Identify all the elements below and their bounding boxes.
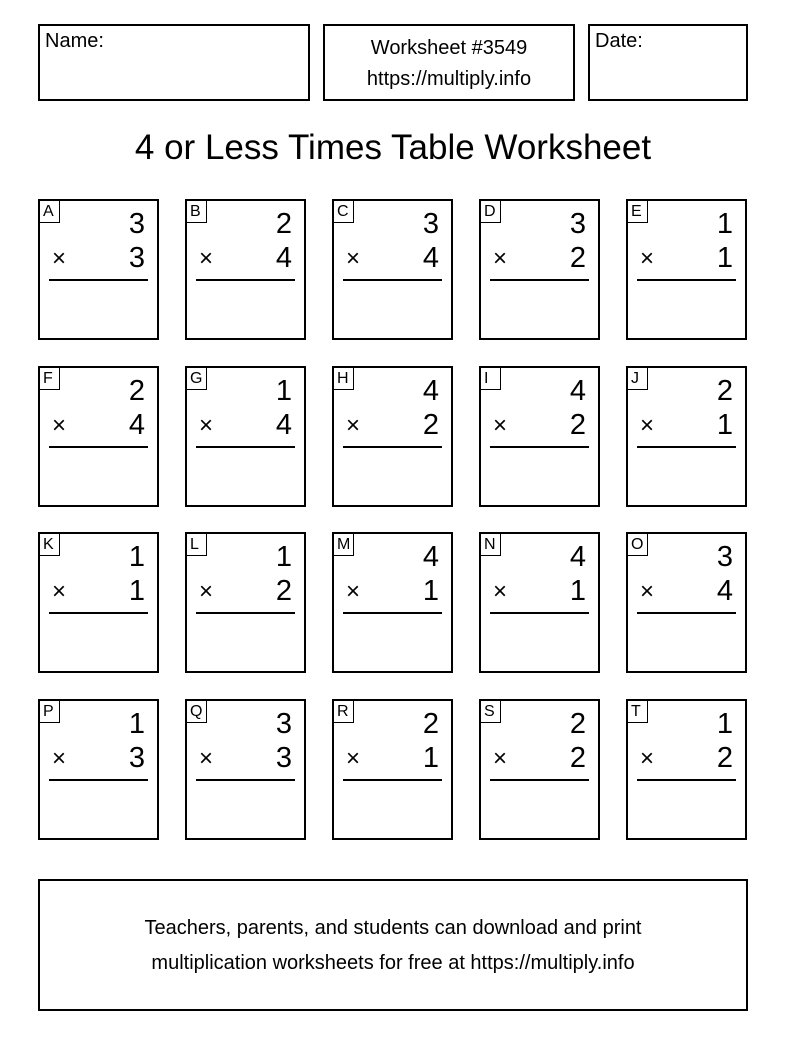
problem-letter: N [481,534,501,556]
multiplier: 4 [128,409,145,441]
problem-letter: D [481,201,501,223]
problem-letter: C [334,201,354,223]
problem-letter: I [481,368,501,390]
worksheet-info-box [323,24,575,101]
multiplier: 2 [569,242,586,274]
problem-card[interactable] [479,199,600,340]
problem-card[interactable] [479,532,600,673]
answer-line [490,279,589,281]
multiplier: 4 [422,242,439,274]
problem-card[interactable] [626,199,747,340]
times-sign: × [640,745,655,772]
multiplicand: 3 [275,708,292,740]
answer-line [490,612,589,614]
multiplicand: 2 [275,208,292,240]
multiplier: 4 [275,242,292,274]
problem-letter: T [628,701,648,723]
answer-line [637,612,736,614]
times-sign: × [199,245,214,272]
problem-letter: M [334,534,354,556]
multiplicand: 3 [569,208,586,240]
problem-letter: E [628,201,648,223]
multiplicand: 2 [716,375,733,407]
multiplicand: 1 [275,541,292,573]
times-sign: × [346,412,361,439]
problem-card[interactable] [332,532,453,673]
problem-letter: H [334,368,354,390]
footer-line-2: multiplication worksheets for free at https://multiply.info [151,952,635,974]
multiplier: 1 [716,409,733,441]
multiplicand: 4 [422,541,439,573]
multiplicand: 1 [128,708,145,740]
times-sign: × [52,412,67,439]
problem-letter: L [187,534,207,556]
multiplier: 2 [569,409,586,441]
answer-line [49,779,148,781]
multiplier: 2 [716,742,733,774]
answer-line [49,279,148,281]
times-sign: × [199,578,214,605]
times-sign: × [52,578,67,605]
multiplier: 4 [716,575,733,607]
date-label: Date: [595,30,643,52]
problem-letter: J [628,368,648,390]
multiplier: 2 [422,409,439,441]
times-sign: × [493,245,508,272]
times-sign: × [199,745,214,772]
problem-card[interactable] [38,199,159,340]
multiplicand: 2 [422,708,439,740]
multiplier: 2 [569,742,586,774]
problem-card[interactable] [185,199,306,340]
problem-card[interactable] [332,366,453,507]
multiplier: 3 [128,742,145,774]
multiplicand: 4 [422,375,439,407]
answer-line [196,612,295,614]
multiplicand: 3 [422,208,439,240]
multiplier: 2 [275,575,292,607]
multiplier: 1 [422,575,439,607]
problem-card[interactable] [38,699,159,840]
multiplier: 3 [128,242,145,274]
answer-line [343,779,442,781]
problem-letter: G [187,368,207,390]
answer-line [49,612,148,614]
answer-line [49,446,148,448]
problem-card[interactable] [332,199,453,340]
name-label: Name: [45,30,104,52]
problem-letter: F [40,368,60,390]
problem-card[interactable] [38,366,159,507]
footer-line-1: Teachers, parents, and students can download and print [144,917,642,939]
multiplier: 1 [128,575,145,607]
multiplicand: 1 [716,708,733,740]
problem-card[interactable] [626,532,747,673]
date-field[interactable] [588,24,748,101]
multiplicand: 1 [128,541,145,573]
multiplier: 1 [569,575,586,607]
footer-box [38,879,748,1011]
worksheet-url: https://multiply.info [366,68,532,90]
problem-card[interactable] [332,699,453,840]
problem-card[interactable] [626,699,747,840]
problem-letter: Q [187,701,207,723]
answer-line [196,279,295,281]
page-title: 4 or Less Times Table Worksheet [134,128,652,167]
problem-card[interactable] [626,366,747,507]
multiplier: 1 [716,242,733,274]
times-sign: × [640,578,655,605]
answer-line [196,779,295,781]
times-sign: × [640,245,655,272]
multiplicand: 3 [716,541,733,573]
times-sign: × [52,745,67,772]
times-sign: × [493,578,508,605]
problem-letter: S [481,701,501,723]
problem-letter: B [187,201,207,223]
answer-line [343,612,442,614]
problem-card[interactable] [479,366,600,507]
multiplicand: 4 [569,541,586,573]
problem-card[interactable] [479,699,600,840]
problem-letter: A [40,201,60,223]
answer-line [637,279,736,281]
times-sign: × [346,245,361,272]
multiplicand: 1 [275,375,292,407]
times-sign: × [346,578,361,605]
problem-letter: P [40,701,60,723]
problem-card[interactable] [185,532,306,673]
answer-line [637,446,736,448]
multiplicand: 2 [569,708,586,740]
multiplier: 4 [275,409,292,441]
name-field[interactable] [38,24,310,101]
answer-line [196,446,295,448]
multiplicand: 2 [128,375,145,407]
answer-line [490,779,589,781]
times-sign: × [52,245,67,272]
answer-line [343,446,442,448]
answer-line [343,279,442,281]
multiplier: 3 [275,742,292,774]
problem-card[interactable] [185,699,306,840]
problem-letter: R [334,701,354,723]
answer-line [637,779,736,781]
times-sign: × [493,412,508,439]
worksheet-number: Worksheet #3549 [370,37,528,59]
problem-letter: K [40,534,60,556]
problem-letter: O [628,534,648,556]
times-sign: × [199,412,214,439]
multiplicand: 1 [716,208,733,240]
times-sign: × [346,745,361,772]
problem-card[interactable] [185,366,306,507]
multiplicand: 4 [569,375,586,407]
times-sign: × [493,745,508,772]
multiplicand: 3 [128,208,145,240]
problem-card[interactable] [38,532,159,673]
times-sign: × [640,412,655,439]
answer-line [490,446,589,448]
multiplier: 1 [422,742,439,774]
